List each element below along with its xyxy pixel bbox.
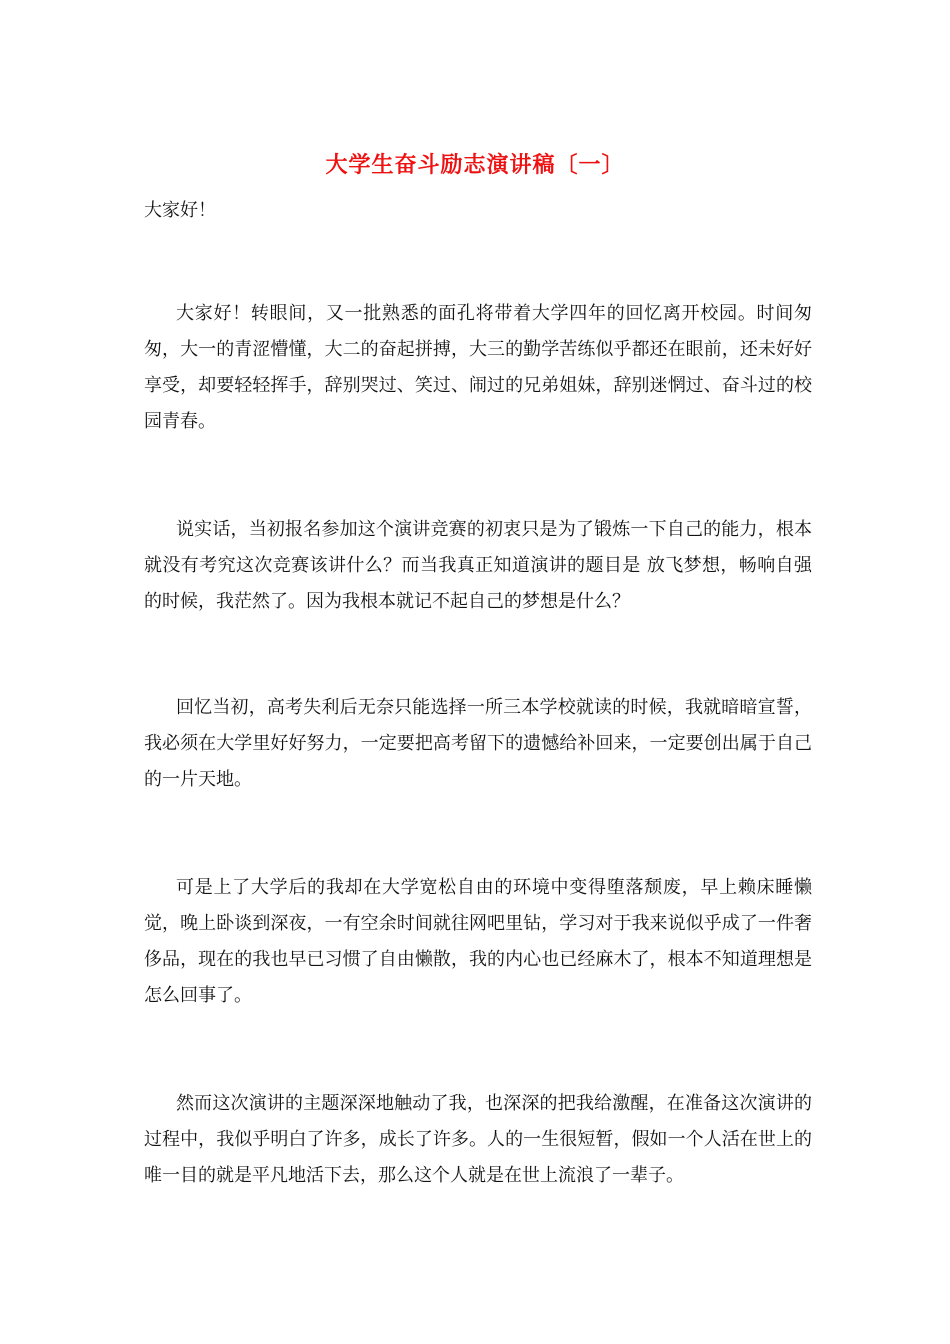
paragraph-3: 回忆当初，高考失利后无奈只能选择一所三本学校就读的时候，我就暗暗宣誓，我必须在大学里好好努力，一定要把高考留下的遗憾给补回来，一定要创出属于自己的一片天地。: [144, 697, 812, 790]
greeting-text: 大家好！: [144, 200, 216, 221]
paragraph-1: 大家好！转眼间，又一批熟悉的面孔将带着大学四年的回忆离开校园。时间匆匆，大一的青涩懵懂，大二的奋起拼搏，大三的勤学苦练似乎都还在眼前，还未好好享受，却要轻轻挥手，辞别哭过、笑过、闹过的兄弟姐妹，辞别迷惘过、奋斗过的校园青春。: [144, 303, 812, 432]
paragraph-2: 说实话，当初报名参加这个演讲竞赛的初衷只是为了锻炼一下自己的能力，根本就没有考究这次竞赛该讲什么？而当我真正知道演讲的题目是 放飞梦想，畅响自强 的时候，我茫然了。因为我根本就记不起自己的梦想是什么？: [144, 519, 812, 612]
page-title: 大学生奋斗励志演讲稿〔一〕: [325, 152, 625, 178]
paragraph-5: 然而这次演讲的主题深深地触动了我，也深深的把我给激醒，在准备这次演讲的过程中，我似乎明白了许多，成长了许多。人的一生很短暂，假如一个人活在世上的唯一目的就是平凡地活下去，那么这个人就是在世上流浪了一辈子。: [144, 1093, 812, 1186]
paragraph-4: 可是上了大学后的我却在大学宽松自由的环境中变得堕落颓废，早上赖床睡懒觉，晚上卧谈到深夜，一有空余时间就往网吧里钻，学习对于我来说似乎成了一件奢侈品，现在的我也早已习惯了自由懒散，我的内心也已经麻木了，根本不知道理想是怎么回事了。: [144, 877, 812, 1006]
